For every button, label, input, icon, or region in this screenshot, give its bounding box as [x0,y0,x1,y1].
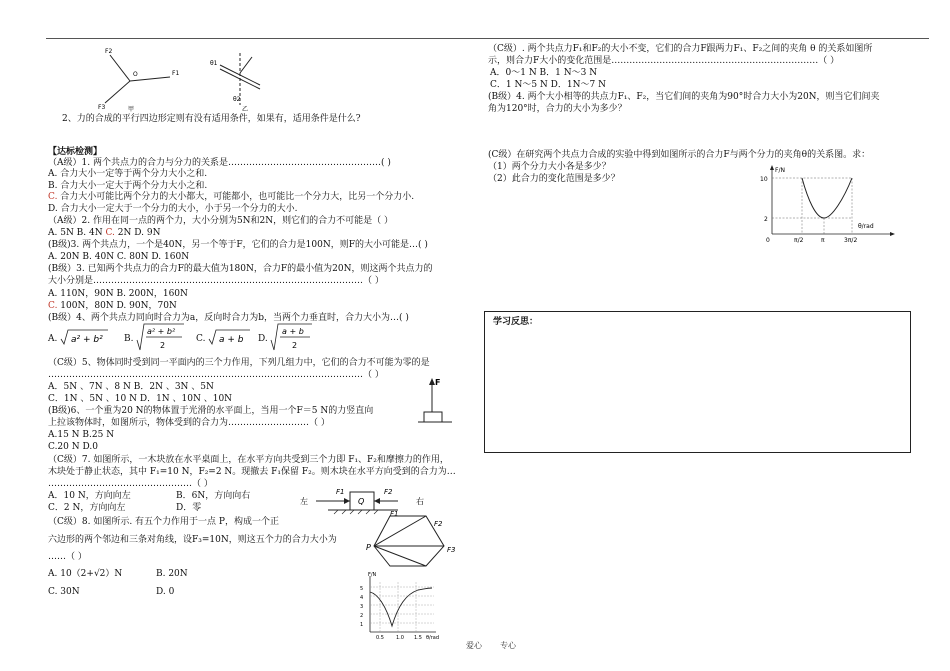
q7-option-c: C．2 N，方向向左 [48,503,126,513]
q6-options-cd: C.20 N D.0 [48,442,98,452]
q1-option-d: D. 合力大小一定大于一个分力的大小，小于另一个分力的大小. [48,204,298,214]
q4-option-c-formula [208,328,252,348]
fig-label-yi: 乙 [242,106,249,113]
right-b4-stem-2: 角为120°时，合力的大小为多少？ [488,104,627,114]
small-graph-ytick-1: 1 [360,622,364,628]
q6-figure [418,376,454,424]
section-title: 【达标检测】 [48,147,103,157]
graph-xpi2: π/2 [794,237,804,244]
q6-stem-2: 上拉该物体时，如图所示，物体受到的合力为………………………（ ） [48,418,330,428]
fig-label-f3: F3 [98,104,106,111]
q4-stem: (B级）4、两个共点力同向时合力为a，反向时合力为b，当两个力垂直时，合力大小为…( ) [48,313,409,323]
q7-f2-label: F2 [384,488,393,496]
reflection-title: 学习反思： [493,317,539,327]
graph-y10: 10 [760,176,768,183]
small-graph-xtick-1-0: 1.0 [396,635,404,641]
q3c-options-cd-text: 100N，80N D. 90N，70N [57,301,177,311]
fig-label-f1: F1 [172,70,180,77]
q8-stem-1: （C级）8. 如图所示. 有五个力作用于一点 P，构成一个正 [48,517,279,527]
right-c2-q2: （2）此合力的变化范围是多少？ [488,174,620,184]
q5-dots: ……………………………………………………………………………………………（ ） [48,370,384,380]
q4-option-a-letter: A. [48,334,58,344]
q7-left-label: 左 [300,497,308,506]
q2a-options-cd: 2N D. 9N [114,228,161,238]
fig-label-theta2: θ2 [233,96,241,103]
q8-p-label: P [366,543,371,552]
small-graph-ylabel: F/N [368,572,377,578]
svg-text:a² + b²: a² + b² [147,327,176,336]
q3b-stem: (B级)3. 两个共点力，一个是40N，另一个等于F，它们的合力是100N，则F的大小可能是…( ) [48,240,428,250]
right-c1-options-ab: A．0～1 N B．1 N～3 N [490,68,598,78]
graph-xpi: π [821,237,825,244]
q1-option-b: B. 合力大小一定大于两个分力大小之和. [48,181,208,191]
q4-option-b-formula [136,322,186,354]
right-c2-stem: (C级）在研究两个共点力合成的实验中得到如图所示的合力F与两个分力的夹角θ的关系图。求： [488,150,871,160]
right-b4-stem-1: (B级）4. 两个大小相等的共点力F₁、F₂，当它们间的夹角为90°时合力大小为20N，则当它们间夹 [488,92,880,102]
q1-stem: （A级）1. 两个共点力的合力与分力的关系是……………………………………………( ) [48,158,391,168]
q6-stem-1: (B级)6、一个重为20 N的物体置于光滑的水平面上，当用一个F＝5 N的力竖直向 [48,406,374,416]
svg-text:2: 2 [160,341,166,350]
small-graph-xtick-0-5: 0.5 [376,635,384,641]
q1-option-c [48,192,414,203]
svg-text:a + b: a + b [282,327,304,336]
q7-option-b: B．6N，方向向右 [176,491,251,501]
q8-f1-label: F1 [390,510,399,518]
small-graph-ytick-5: 5 [360,586,364,592]
q5-options-ab: A．5N 、7N 、8 N B．2N 、3N 、5N [48,382,214,392]
q6-f-label: F [435,378,441,387]
q1-option-c-text: 合力大小可能比两个分力的大小都大，可能都小，也可能比一个分力大，比另一个分力小. [57,192,415,202]
svg-text:2: 2 [292,341,298,350]
header-rule [46,38,929,39]
q8-option-d: D. 0 [156,587,175,597]
q7-option-d: D．零 [176,503,202,513]
small-force-angle-graph [358,572,440,642]
q3b-options: A. 20N B. 40N C. 80N D. 160N [48,252,190,262]
q4-option-c [196,334,205,345]
small-graph-xtick-1-5: 1.5 [414,635,422,641]
q1-option-c-letter: C. [48,192,58,202]
q4-option-d-letter: D. [258,334,268,344]
q6-options-ab: A.15 N B.25 N [48,430,115,440]
q7-f1-label: F1 [336,488,345,496]
q7-q-label: Q [358,497,365,506]
q3c-stem-2: 大小分别是………………………………………………………………………………（ ） [48,276,384,286]
small-graph-ytick-2: 2 [360,613,364,619]
q1-option-a: A. 合力大小一定等于两个分力大小之和. [48,169,208,179]
q4-option-b [124,334,133,345]
q8-hexagon-figure [360,508,470,570]
q5-options-cd: C．1N 、5N 、10 N D．1N 、10N 、10N [48,394,233,404]
graph-ylabel: F/N [775,167,785,174]
q3c-stem-1: (B级）3. 已知两个共点力的合力F的最大值为180N，合力F的最小值为20N，则这两个共点力的 [48,264,433,274]
q4-option-c-letter: C. [196,334,206,344]
small-graph-xlabel: θ/rad [426,635,440,641]
graph-x0: 0 [766,237,770,244]
q7-stem-2: 木块处于静止状态，其中 F₁=10 N，F₂=2 N。现撤去 F₁保留 F₂。则木块在水平方向受到的合力为… [48,467,456,477]
q2a-options [48,228,160,239]
right-c1-stem-1: （C级）. 两个共点力F₁和F₂的大小不变，它们的合力F跟两力F₁、F₂之间的夹角 θ 的关系如图所 [488,44,873,54]
q4-option-d [258,334,268,345]
q8-option-a: A. 10（2+√2）N [48,569,123,579]
q5-stem: （C级）5、物体同时受到同一平面内的三个力作用，下列几组力中，它们的合力不可能为零的是 [48,358,430,368]
q8-stem-3: ……（ ） [48,552,87,562]
q4-option-a-formula [60,328,110,348]
fig-label-o: O [133,71,138,78]
q8-f3-label: F3 [447,546,456,554]
footer-right-text: 专心 [500,641,516,650]
q8-stem-2: 六边形的两个邻边和三条对角线，设F₃=10N，则这五个力的合力大小为 [48,535,337,545]
q4-option-b-letter: B. [124,334,134,344]
q3c-options-cd [48,301,177,312]
q7-right-label: 右 [416,497,424,506]
svg-text:a² + b²: a² + b² [71,335,103,345]
q2a-stem: （A级）2. 作用在同一点的两个力，大小分别为5N和2N，则它们的合力不可能是（ ） [48,216,394,226]
small-graph-ytick-3: 3 [360,604,364,610]
right-c1-options-cd: C．1 N～5 N D．1N～7 N [490,80,606,90]
footer-left-text: 爱心 [466,641,482,650]
right-force-angle-graph [758,164,898,248]
svg-text:a + b: a + b [219,335,244,345]
graph-xlabel: θ/rad [858,223,874,230]
small-graph-ytick-4: 4 [360,595,364,601]
q8-option-b: B. 20N [156,569,188,579]
force-figure-jia-yi [90,43,290,113]
graph-y2: 2 [764,216,768,223]
question-2-text: 2、力的合成的平行四边形定则有没有适用条件，如果有，适用条件是什么? [62,114,361,124]
reflection-box [484,311,911,453]
q7-stem-1: （C级）7. 如图所示，一木块放在水平桌面上，在水平方向共受到三个力即 F₁、F₂和摩擦力的作用， [48,455,449,465]
q3c-options-ab: A. 110N，90N B. 200N，160N [48,289,188,299]
q4-option-d-formula [270,322,314,354]
q8-f2-label: F2 [434,520,443,528]
fig-label-jia: 甲 [128,106,135,113]
q2a-options-ab: A. 5N B. 4N [48,228,106,238]
q7-option-a: A．10 N，方向向左 [48,491,131,501]
right-c2-q1: （1）两个分力大小各是多少？ [488,162,611,172]
q8-option-c: C. 30N [48,587,80,597]
graph-x3pi2: 3π/2 [844,237,858,244]
q4-option-a [48,334,57,345]
right-c1-stem-2: 示，则合力F大小的变化范围是……………………………………………………………（ ） [488,56,840,66]
q7-stem-3: …………………………………………（ ） [48,479,213,489]
q3c-option-c-letter: C. [48,301,58,311]
fig-label-f2: F2 [105,48,113,55]
fig-label-theta1: θ1 [210,60,218,67]
q2a-option-c-letter: C. [105,228,115,238]
